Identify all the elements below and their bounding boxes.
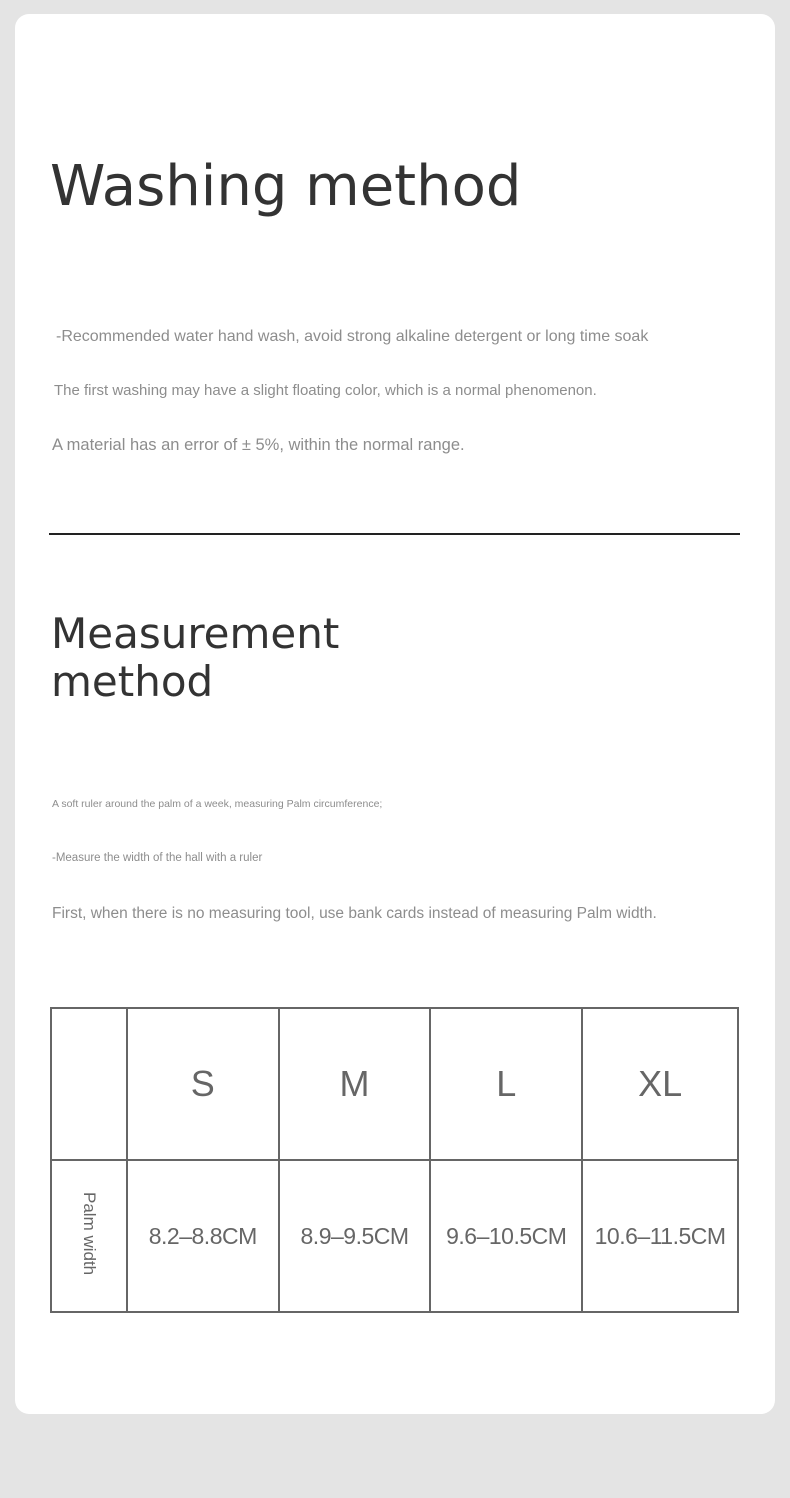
washing-line-2: The first washing may have a slight floating color, which is a normal phenomenon. (54, 382, 597, 399)
size-xl-header: XL (582, 1008, 738, 1160)
content-card (15, 14, 775, 1414)
measurement-line-2: -Measure the width of the hall with a ruler (52, 852, 263, 864)
size-l-header: L (430, 1008, 582, 1160)
palm-width-row (51, 1160, 738, 1312)
measurement-line-3: First, when there is no measuring tool, use bank cards instead of measuring Palm width. (52, 905, 657, 922)
size-table (50, 1007, 739, 1313)
measurement-title: Measurement method (51, 609, 340, 706)
table-corner-cell (51, 1008, 127, 1160)
row-label-cell (51, 1160, 127, 1312)
palm-width-label: Palm width (79, 1191, 99, 1276)
section-divider (49, 533, 740, 535)
washing-line-1: -Recommended water hand wash, avoid strong alkaline detergent or long time soak (56, 328, 649, 345)
size-s-value: 8.2–8.8CM (127, 1160, 279, 1312)
size-m-header: M (279, 1008, 431, 1160)
washing-title: Washing method (50, 154, 522, 219)
size-xl-value: 10.6–11.5CM (582, 1160, 738, 1312)
size-m-value: 8.9–9.5CM (279, 1160, 431, 1312)
size-header-row (51, 1008, 738, 1160)
size-l-value: 9.6–10.5CM (430, 1160, 582, 1312)
measurement-line-1: A soft ruler around the palm of a week, measuring Palm circumference; (52, 798, 383, 810)
washing-line-3: A material has an error of ± 5%, within the normal range. (52, 436, 465, 454)
size-s-header: S (127, 1008, 279, 1160)
